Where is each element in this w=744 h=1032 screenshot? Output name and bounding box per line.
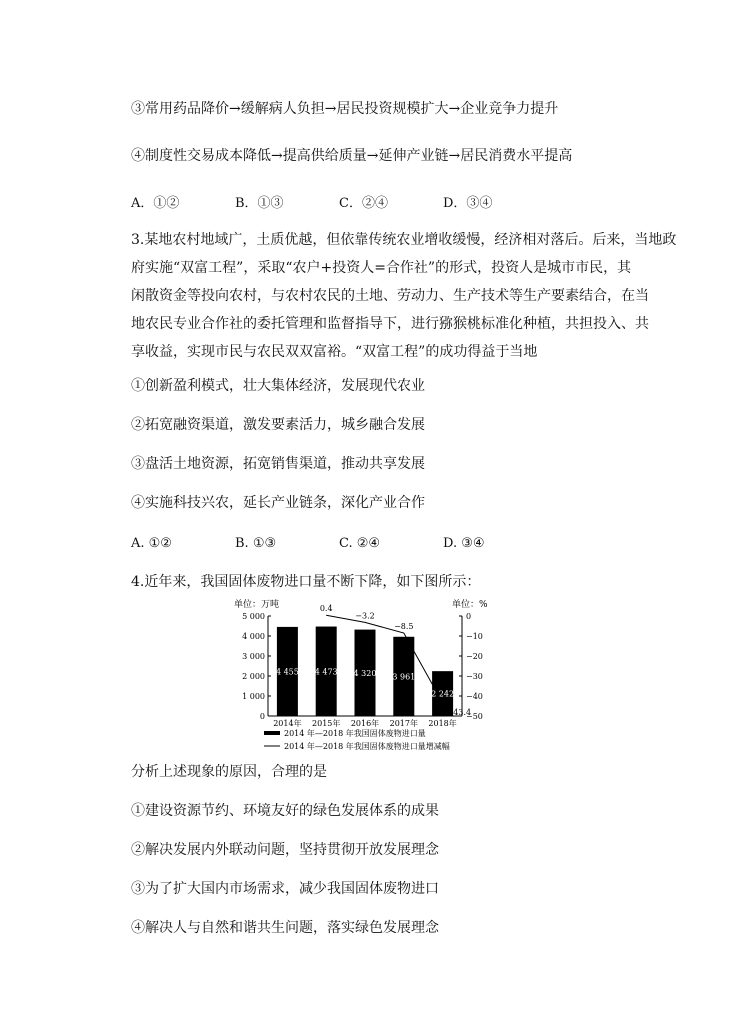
q3-stem-line-2: 府实施“双富工程”，采取“农户+投资人=合作社”的形式，投资人是城市市民，其 [131,260,632,276]
q3-stem-line-1: 3.某地农村地域广，土质优越，但依靠传统农业增收缓慢，经济相对落后。后来，当地政 [131,232,677,248]
q4-item-1: ①建设资源节约、环境友好的绿色发展体系的成果 [131,803,439,819]
line-value-label: 0.4 [319,604,333,614]
bar-value-label: 4 320 [353,668,377,678]
q3-stem-line-5: 享收益，实现市民与农民双双富裕。“双富工程”的成功得益于当地 [131,344,538,360]
chart-ylabel-left: 单位：万吨 [234,600,280,610]
q3-stem-line-4: 地农民专业合作社的委托管理和监督指导下，进行猕猴桃标准化种植，共担投入、共 [131,316,649,332]
q4-item-3: ③为了扩大国内市场需求，减少我国固体废物进口 [131,881,439,897]
q2-option-b[interactable]: B．①③ [235,196,284,211]
q2-option-a[interactable]: A．①② [131,196,180,211]
q2-statement-4: ④制度性交易成本降低→提高供给质量→延伸产业链→居民消费水平提高 [131,148,573,164]
line-value-label: −3.2 [355,611,375,621]
q3-item-1: ①创新盈利模式，壮大集体经济，发展现代农业 [131,378,425,394]
tick-label-left: 5 000 [242,612,265,621]
q2-statement-3: ③常用药品降价→缓解病人负担→居民投资规模扩大→企业竞争力提升 [131,101,559,117]
q4-stem: 4.近年来，我国固体废物进口量不断下降，如下图所示： [131,574,481,590]
x-tick-label: 2018年 [428,719,457,728]
x-tick-label: 2015年 [312,719,341,728]
tick-label-right: 0 [466,612,472,621]
q2-option-c[interactable]: C．②④ [339,196,388,211]
tick-label-left: 0 [259,712,265,721]
q3-option-c[interactable]: C. ②④ [339,536,381,551]
q4-item-4: ④解决人与自然和谐共生问题，落实绿色发展理念 [131,920,439,936]
q3-item-3: ③盘活土地资源，拓宽销售渠道，推动共享发展 [131,456,425,472]
q3-option-b[interactable]: B. ①③ [235,536,277,551]
legend-bar-label: 2014 年—2018 年我国固体废物进口量 [284,729,426,738]
bar-value-label: 4 473 [314,667,338,677]
legend-bar-swatch [264,731,280,735]
line-value-label: −8.5 [394,622,414,631]
q4-item-2: ②解决发展内外联动问题，坚持贯彻开放发展理念 [131,842,439,858]
q3-option-d[interactable]: D. ③④ [443,536,485,551]
line-value-label: −43.4 [446,707,472,717]
q4-prompt: 分析上述现象的原因，合理的是 [131,764,327,780]
x-tick-label: 2014年 [273,719,302,728]
q3-option-a[interactable]: A. ①② [131,536,172,551]
bar-value-label: 4 455 [275,667,299,677]
x-tick-label: 2016年 [350,719,380,728]
q3-item-2: ②拓宽融资渠道，激发要素活力，城乡融合发展 [131,417,425,433]
tick-label-right: −20 [466,652,483,661]
q3-stem-line-3: 闲散资金等投向农村，与农村农民的土地、劳动力、生产技术等生产要素结合，在当 [131,288,649,304]
tick-label-right: −40 [466,692,483,701]
bar-value-label: 3 961 [392,672,416,682]
legend-line-label: 2014 年—2018 年我国固体废物进口量增减幅 [284,742,450,751]
q4-chart [230,598,500,753]
bar-value-label: 2 242 [431,689,455,699]
tick-label-right: −10 [466,632,483,641]
q3-item-4: ④实施科技兴农，延长产业链条，深化产业合作 [131,495,425,511]
line-series-path [326,615,442,703]
x-tick-label: 2017年 [389,719,418,728]
tick-label-left: 2 000 [242,672,265,681]
tick-label-left: 3 000 [242,652,265,661]
tick-label-left: 4 000 [242,632,265,641]
q2-option-d[interactable]: D．③④ [443,196,493,211]
chart-ylabel-right: 单位：% [452,600,488,610]
tick-label-right: −50 [466,712,483,721]
tick-label-right: −30 [466,672,483,681]
tick-label-left: 1 000 [242,692,265,701]
